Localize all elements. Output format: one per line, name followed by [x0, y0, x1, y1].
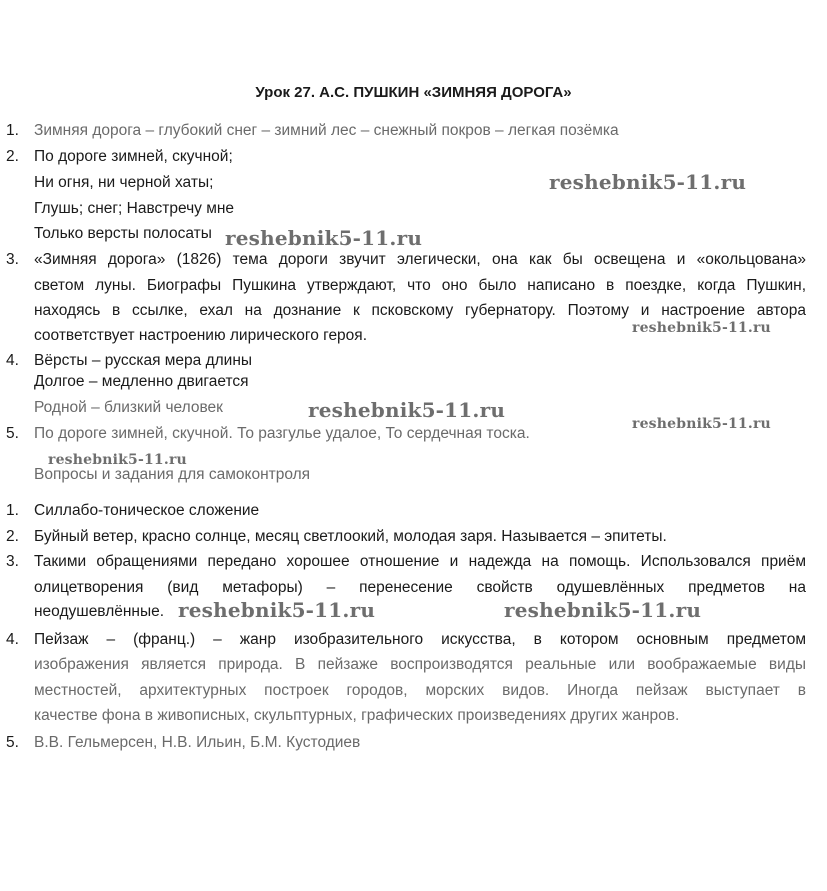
item-line: находясь в ссылке, ехал на дознание к псковскому губернатору. Поэтому и настроение автора	[34, 302, 806, 319]
item-line: олицетворения (вид метафоры) – перенесение свойств одушевлённых предметов на	[34, 579, 806, 596]
item-line: Буйный ветер, красно солнце, месяц светлоокий, молодая заря. Называется – эпитеты.	[34, 528, 667, 545]
subheading: Вопросы и задания для самоконтроля	[34, 466, 311, 483]
watermark-text: reshebnik5-11.ru	[308, 398, 506, 422]
item-number: 5.	[6, 425, 19, 442]
item-line: Такими обращениями передано хорошее отношение и надежда на помощь. Использовался приём	[34, 553, 806, 570]
item-line: Пейзаж – (франц.) – жанр изобразительного искусства, в котором основным предметом	[34, 631, 806, 648]
item-number: 4.	[6, 631, 19, 648]
item-line: По дороге зимней, скучной;	[34, 148, 233, 165]
item-number: 3.	[6, 553, 19, 570]
item-line: неодушевлённые.	[34, 603, 165, 620]
item-number: 3.	[6, 251, 19, 268]
watermark-text: reshebnik5-11.ru	[632, 320, 771, 336]
item-number: 1.	[6, 502, 19, 519]
item-number: 1.	[6, 122, 19, 139]
page-title: Урок 27. А.С. ПУШКИН «ЗИМНЯЯ ДОРОГА»	[255, 84, 572, 101]
item-line: местностей, архитектурных построек городов, морских видов. Иногда пейзаж выступает в	[34, 682, 806, 699]
item-number: 2.	[6, 148, 19, 165]
item-line: Силлабо-тоническое сложение	[34, 502, 260, 519]
item-line: Зимняя дорога – глубокий снег – зимний лес – снежный покров – легкая позёмка	[34, 122, 619, 139]
watermark-text: reshebnik5-11.ru	[48, 452, 187, 468]
watermark-text: reshebnik5-11.ru	[225, 226, 423, 250]
watermark-text: reshebnik5-11.ru	[549, 170, 747, 194]
item-line: светом луны. Биографы Пушкина утверждают, что оно было написано в поездке, когда Пушкин,	[34, 277, 806, 294]
item-line: «Зимняя дорога» (1826) тема дороги звучит элегически, она как бы освещена и «окольцована»	[34, 251, 806, 268]
item-line: качестве фона в живописных, скульптурных, графических произведениях других жанров.	[34, 707, 680, 724]
item-line: Вёрсты – русская мера длины	[34, 352, 253, 369]
item-number: 5.	[6, 734, 19, 751]
item-number: 2.	[6, 528, 19, 545]
item-line: Только версты полосаты	[34, 225, 212, 242]
item-line: Долгое – медленно двигается	[34, 373, 249, 390]
watermark-text: reshebnik5-11.ru	[504, 598, 702, 622]
item-line: По дороге зимней, скучной. То разгулье удалое, То сердечная тоска.	[34, 425, 530, 442]
item-number: 4.	[6, 352, 19, 369]
item-line: Родной – близкий человек	[34, 399, 223, 416]
watermark-text: reshebnik5-11.ru	[632, 416, 771, 432]
item-line: Ни огня, ни черной хаты;	[34, 174, 214, 191]
watermark-text: reshebnik5-11.ru	[178, 598, 376, 622]
item-line: соответствует настроению лирического героя.	[34, 327, 368, 344]
item-line: изображения является природа. В пейзаже воспроизводятся реальные или воображаемые виды	[34, 656, 806, 673]
item-line: Глушь; снег; Навстречу мне	[34, 200, 235, 217]
item-line: В.В. Гельмерсен, Н.В. Ильин, Б.М. Кустодиев	[34, 734, 361, 751]
